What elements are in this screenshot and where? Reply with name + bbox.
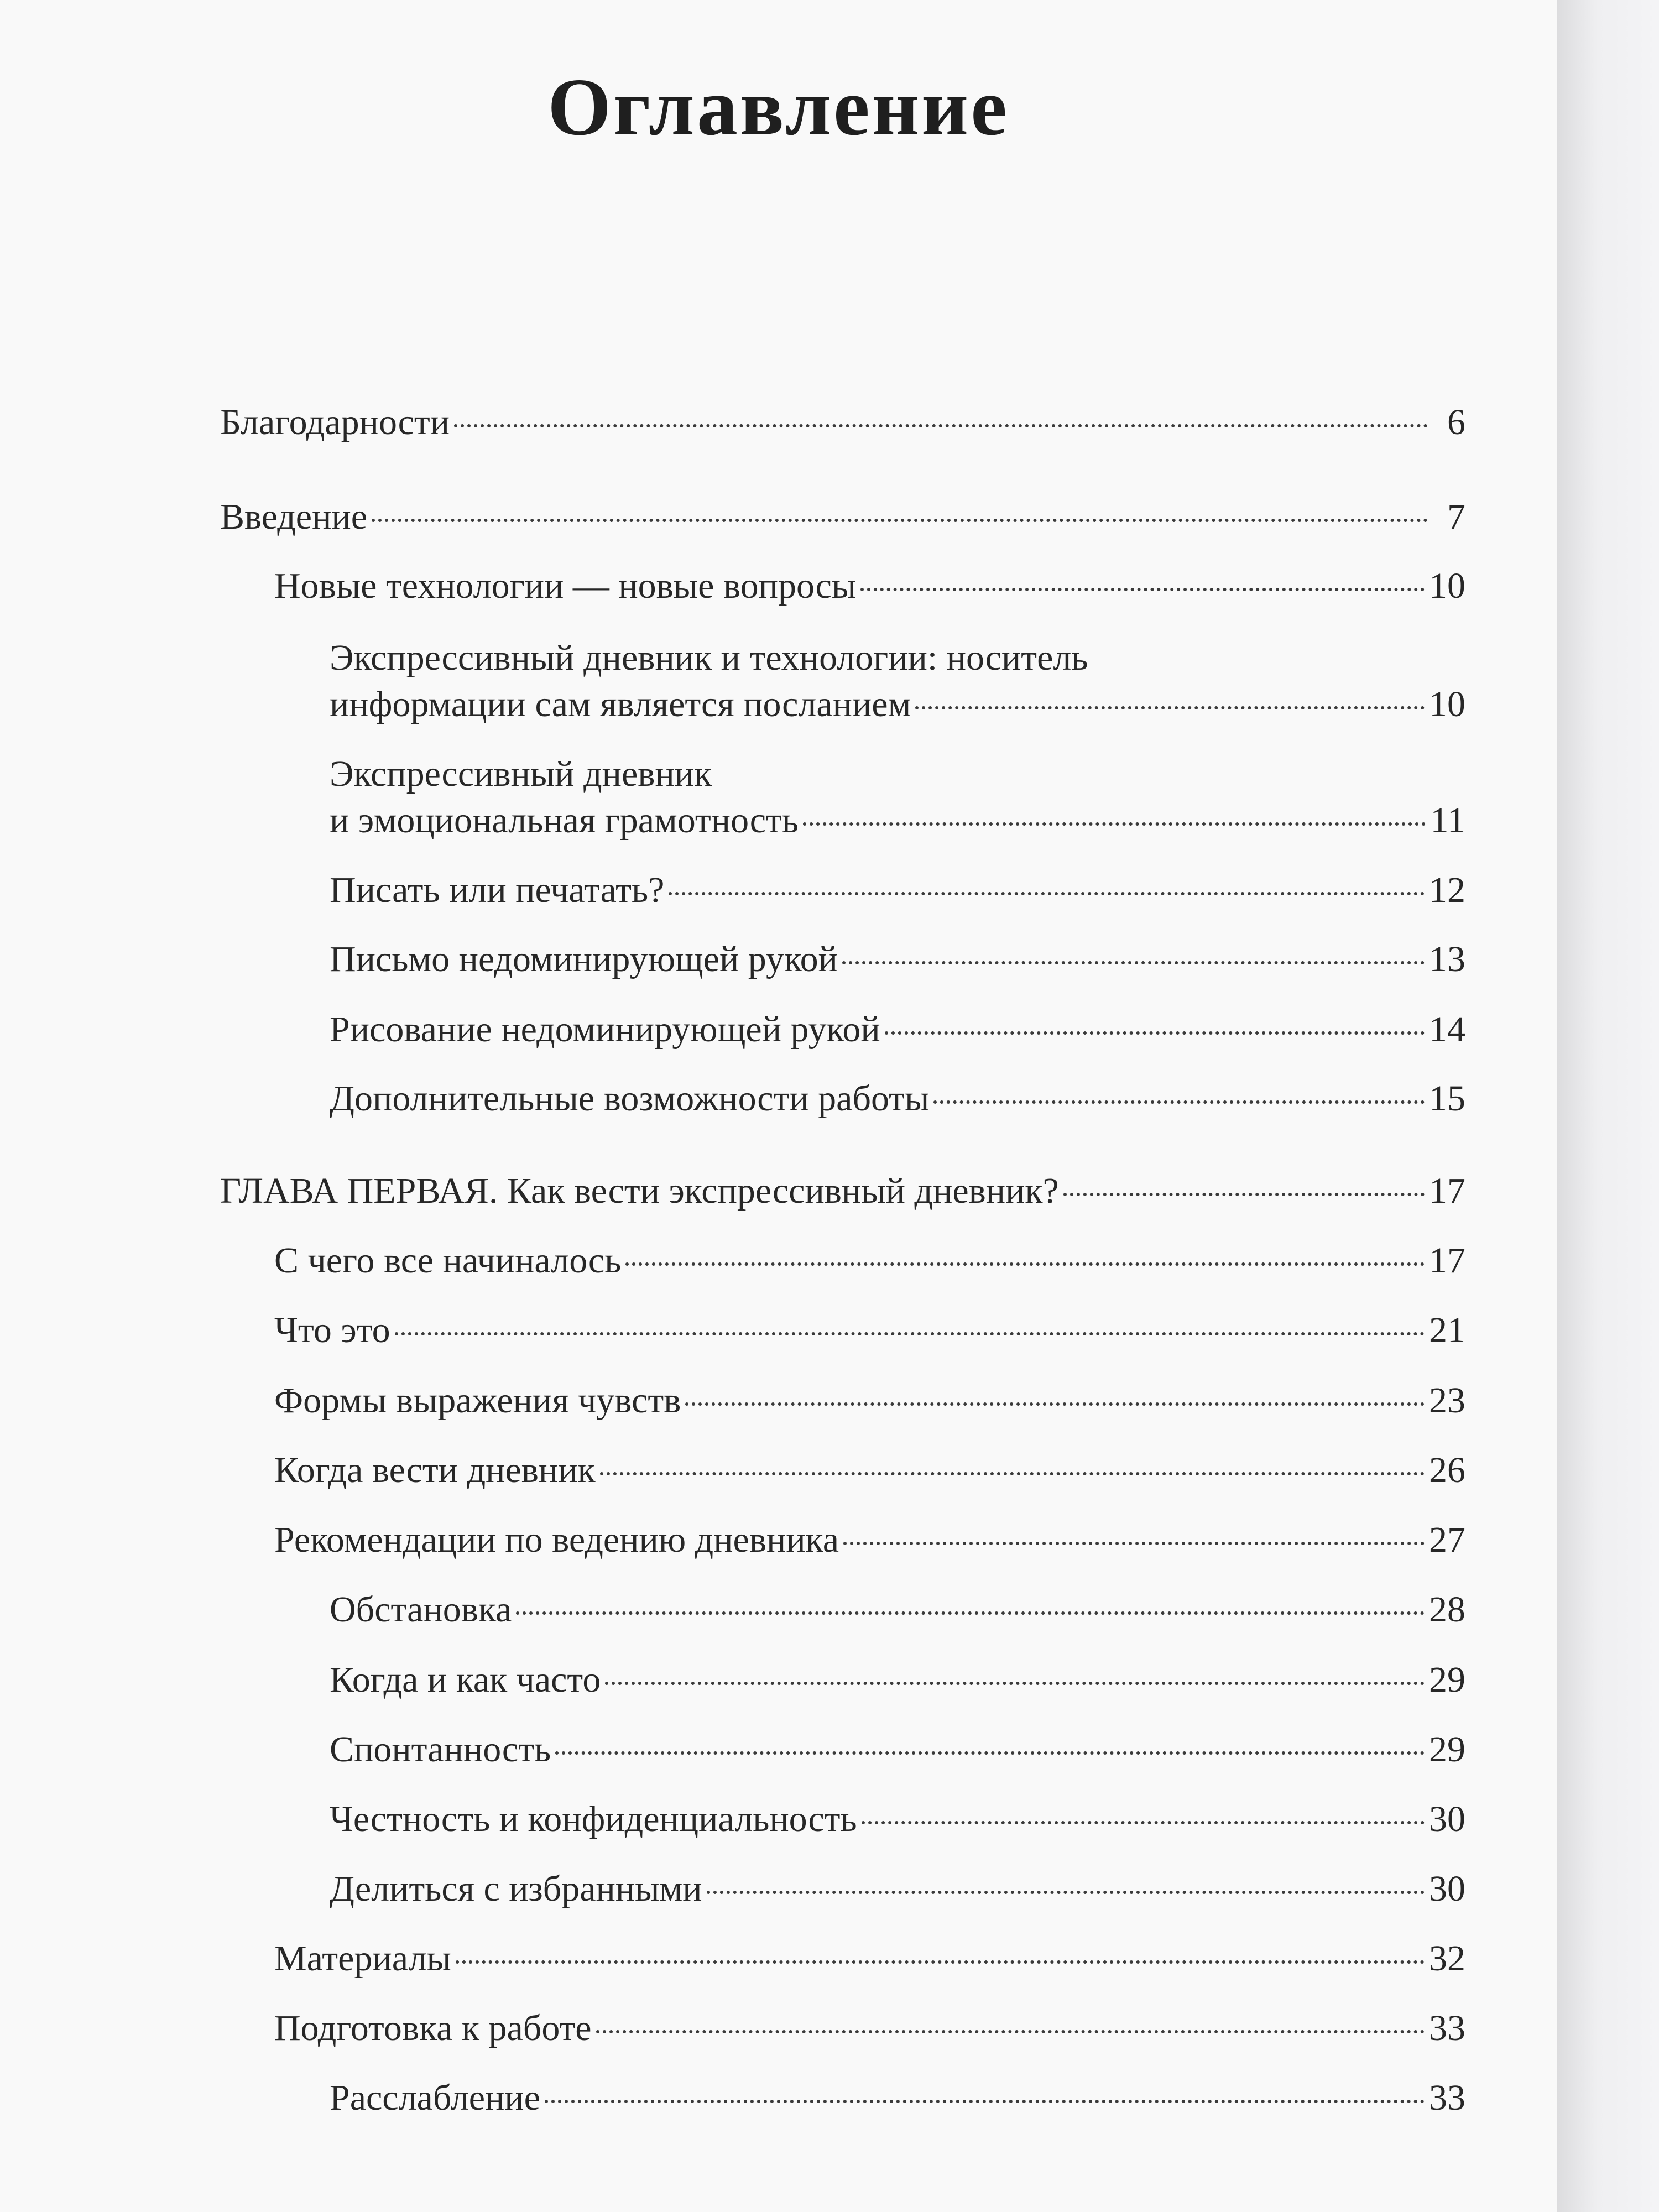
toc-entry[interactable] — [220, 563, 1465, 609]
toc-entry-title: Когда и как часто — [330, 1660, 601, 1700]
toc-entry-page: 28 — [1429, 1589, 1465, 1630]
dot-leader — [843, 1542, 1425, 1545]
page-edge — [1557, 0, 1659, 2212]
toc-entry-title: Письмо недоминирующей рукой — [330, 939, 838, 979]
dot-leader — [545, 2100, 1425, 2103]
toc-entry-title: Материалы — [274, 1938, 451, 1979]
toc-entry-title: Рекомендации по ведению дневника — [274, 1520, 839, 1560]
toc-entry-title: Когда вести дневник — [274, 1450, 596, 1490]
toc-entry[interactable] — [220, 1726, 1465, 1773]
toc-entry[interactable] — [220, 1307, 1465, 1354]
toc-entry[interactable] — [220, 1657, 1465, 1703]
toc-entry[interactable] — [220, 1076, 1465, 1122]
toc-entry-title: Расслабление — [330, 2078, 540, 2118]
toc-entry-page: 27 — [1429, 1520, 1465, 1560]
toc-entry-page: 30 — [1429, 1869, 1465, 1909]
toc-entry-title-line1: Экспрессивный дневник — [330, 754, 712, 794]
toc-entry[interactable] — [220, 2005, 1465, 2052]
toc-entry-page: 21 — [1429, 1310, 1465, 1350]
dot-leader — [454, 424, 1428, 427]
toc-entry[interactable] — [220, 1866, 1465, 1912]
toc-entry-title: Подготовка к работе — [274, 2008, 592, 2048]
toc-entry-title-line1: Экспрессивный дневник и технологии: носитель — [330, 638, 1088, 678]
toc-entry[interactable] — [220, 936, 1465, 983]
toc-entry-title: Что это — [274, 1310, 390, 1350]
toc-entry[interactable] — [220, 2075, 1465, 2121]
dot-leader — [596, 2030, 1425, 2033]
dot-leader — [915, 706, 1425, 709]
toc-entry-page: 6 — [1447, 402, 1465, 442]
toc-entry-title: Писать или печатать? — [330, 870, 665, 910]
toc-entry-page: 15 — [1429, 1078, 1465, 1119]
dot-leader — [395, 1332, 1425, 1335]
toc-entry-page: 12 — [1429, 870, 1465, 910]
dot-leader — [669, 892, 1425, 895]
toc-entry-title: и эмоциональная грамотность — [330, 800, 799, 841]
toc-entry-title: Спонтанность — [330, 1729, 551, 1770]
toc-entry-title: информации сам является посланием — [330, 684, 911, 724]
dot-leader — [803, 822, 1426, 826]
toc-entry-title: Дополнительные возможности работы — [330, 1078, 930, 1119]
toc-entry[interactable] — [220, 1796, 1465, 1843]
toc-entry-title: ГЛАВА ПЕРВАЯ. Как вести экспрессивный дневник? — [220, 1171, 1059, 1211]
dot-leader — [555, 1751, 1425, 1755]
toc-entry-page: 33 — [1429, 2078, 1465, 2118]
toc-entry[interactable] — [220, 1447, 1465, 1494]
dot-leader — [707, 1891, 1425, 1894]
toc-entry-title: Делиться с избранными — [330, 1869, 702, 1909]
dot-leader — [1063, 1193, 1425, 1196]
toc-entry-title: С чего все начиналось — [274, 1240, 622, 1281]
toc-entry-title: Благодарности — [220, 402, 450, 442]
toc-entry-page: 7 — [1447, 497, 1465, 537]
toc-entry[interactable] — [220, 635, 1465, 728]
toc-entry[interactable] — [220, 751, 1465, 844]
dot-leader — [933, 1100, 1425, 1104]
toc-entry-page: 29 — [1429, 1729, 1465, 1770]
toc-entry[interactable] — [220, 399, 1465, 446]
toc-entry-page: 13 — [1429, 939, 1465, 979]
toc-entry-title: Честность и конфиденциальность — [330, 1799, 857, 1839]
toc-entry-title: Обстановка — [330, 1589, 512, 1630]
toc-entry[interactable] — [220, 1517, 1465, 1563]
page-title: Оглавление — [547, 62, 1009, 153]
dot-leader — [600, 1472, 1425, 1475]
toc-entry-page: 10 — [1429, 566, 1465, 606]
toc-entry[interactable] — [220, 494, 1465, 540]
dot-leader — [456, 1960, 1425, 1964]
toc-entry[interactable] — [220, 1936, 1465, 1982]
toc-entry-page: 33 — [1429, 2008, 1465, 2048]
dot-leader — [685, 1402, 1425, 1406]
toc-entry-page: 10 — [1429, 684, 1465, 724]
dot-leader — [862, 1821, 1425, 1824]
toc-entry-page: 17 — [1429, 1171, 1465, 1211]
toc-entry-page: 17 — [1429, 1240, 1465, 1281]
dot-leader — [605, 1682, 1425, 1685]
toc-entry[interactable] — [220, 1006, 1465, 1053]
dot-leader — [885, 1031, 1425, 1035]
dot-leader — [625, 1262, 1425, 1266]
toc-entry-page: 26 — [1429, 1450, 1465, 1490]
toc-entry-title: Формы выражения чувств — [274, 1380, 681, 1421]
toc-entry[interactable] — [220, 867, 1465, 914]
toc-entry-page: 14 — [1429, 1009, 1465, 1050]
dot-leader — [516, 1611, 1425, 1615]
table-of-contents — [220, 0, 1465, 2212]
toc-entry-title: Рисование недоминирующей рукой — [330, 1009, 880, 1050]
toc-entry-page: 29 — [1429, 1660, 1465, 1700]
toc-entry[interactable] — [220, 1238, 1465, 1284]
toc-entry-page: 32 — [1429, 1938, 1465, 1979]
toc-entry-title: Новые технологии — новые вопросы — [274, 566, 857, 606]
toc-entry[interactable] — [220, 1587, 1465, 1633]
dot-leader — [842, 961, 1425, 964]
toc-entry-page: 11 — [1430, 800, 1465, 841]
toc-entry-title: Введение — [220, 497, 368, 537]
toc-entry[interactable] — [220, 1168, 1465, 1214]
toc-entry-page: 23 — [1429, 1380, 1465, 1421]
toc-entry-page: 30 — [1429, 1799, 1465, 1839]
dot-leader — [860, 588, 1425, 591]
toc-entry[interactable] — [220, 1378, 1465, 1424]
dot-leader — [372, 519, 1428, 522]
